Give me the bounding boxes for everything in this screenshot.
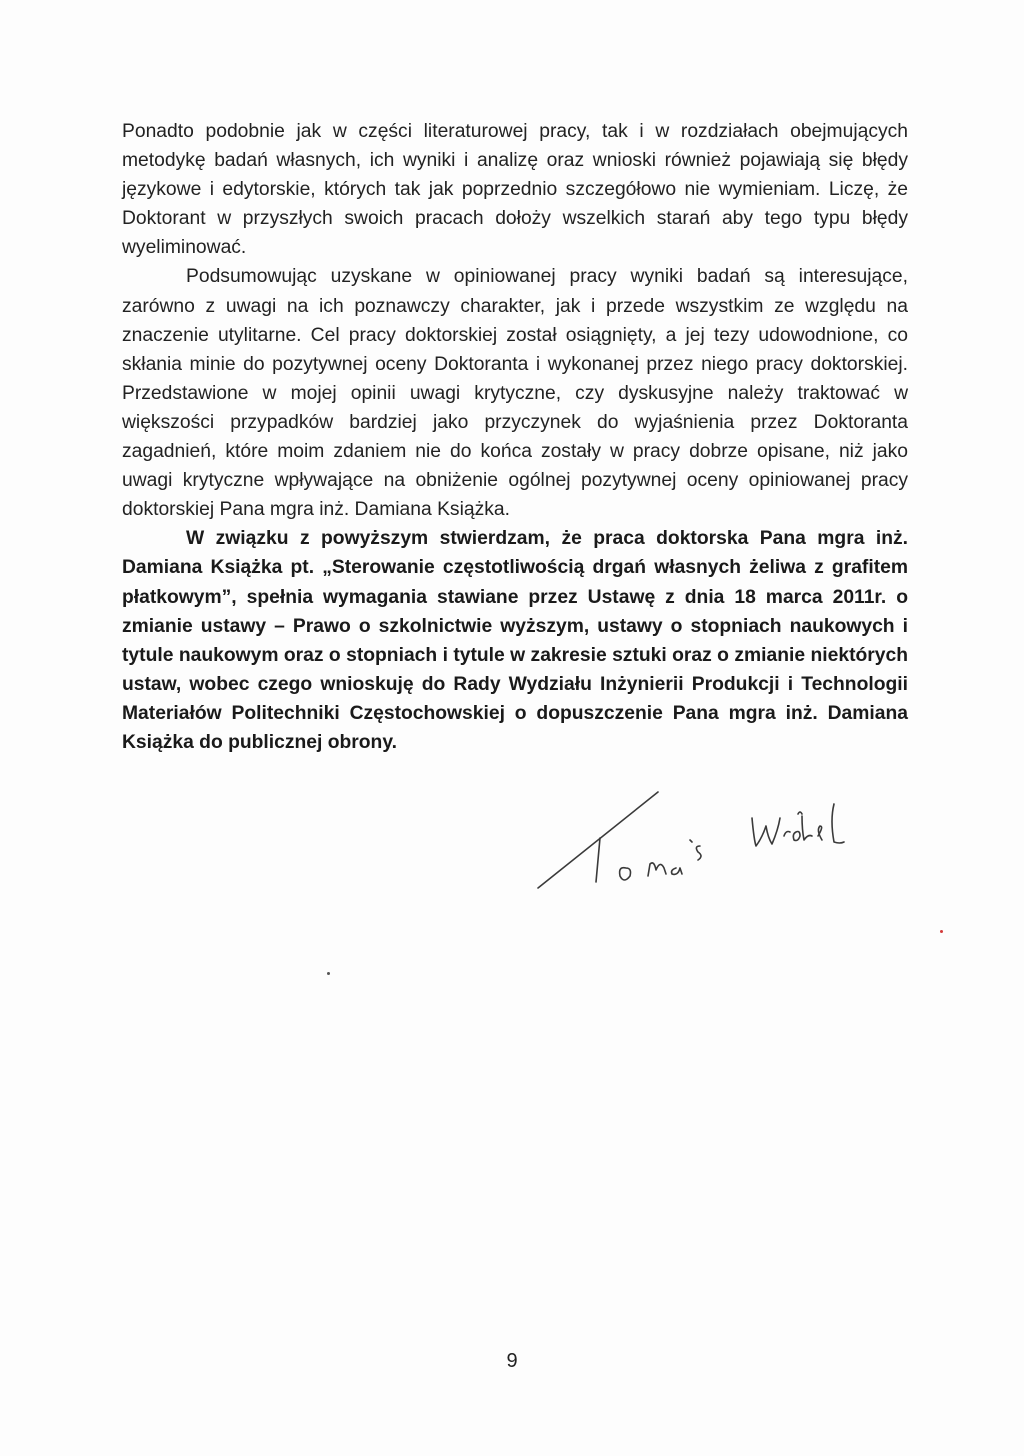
scan-speck-red: [940, 930, 943, 933]
paragraph-remarks: Ponadto podobnie jak w części literaturowej pracy, tak i w rozdziałach obejmujących metodykę badań własnych, ich wyniki i analizę oraz wnioski również pojawiają się błędy językowe i edytorskie, których tak jak poprzednio szczegółowo nie wymieniam. Liczę, że Doktorant w przyszłych swoich pracach dołoży wszelkich starań aby tego typu błędy wyeliminować.: [122, 121, 908, 259]
paragraph-summary: Podsumowując uzyskane w opiniowanej pracy wyniki badań są interesujące, zarówno z uwagi na ich poznawczy charakter, jak i przede wszystkim ze względu na znaczenie utylitarne. Cel pracy doktorskiej został osiągnięty, a jej tezy udowodnione, co skłania minie do pozytywnej oceny Doktoranta i wykonanej przez niego pracy doktorskiej. Przedstawione w mojej opinii uwagi krytyczne, czy dyskusyjne należy traktować w większości przypadków bardziej jako przyczynek do wyjaśnienia przez Doktoranta zagadnień, które moim zdaniem nie do końca zostały w pracy dobrze opisane, niż jako uwagi krytyczne wpływające na obniżenie ogólnej pozytywnej oceny opiniowanej pracy doktorskiej Pana mgra inż. Damiana Książka.: [122, 266, 908, 521]
document-body: [122, 117, 908, 757]
page-number: 9: [506, 1350, 518, 1372]
scan-speck: [327, 972, 330, 975]
signature-drawing: [530, 780, 890, 900]
paragraph-conclusion: W związku z powyższym stwierdzam, że praca doktorska Pana mgra inż. Damiana Książka pt. „Sterowanie częstotliwością drgań własnych żeliwa z grafitem płatkowym”, spełnia wymagania stawiane przez Ustawę z dnia 18 marca 2011r. o zmianie ustawy – Prawo o szkolnictwie wyższym, ustawy o stopniach naukowych i tytule naukowym oraz o stopniach i tytule w zakresie sztuki oraz o zmianie niektórych ustaw, wobec czego wnioskuję do Rady Wydziału Inżynierii Produkcji i Technologii Materiałów Politechniki Częstochowskiej o dopuszczenie Pana mgra inż. Damiana Książka do publicznej obrony.: [122, 528, 908, 753]
handwritten-signature: [530, 780, 890, 900]
